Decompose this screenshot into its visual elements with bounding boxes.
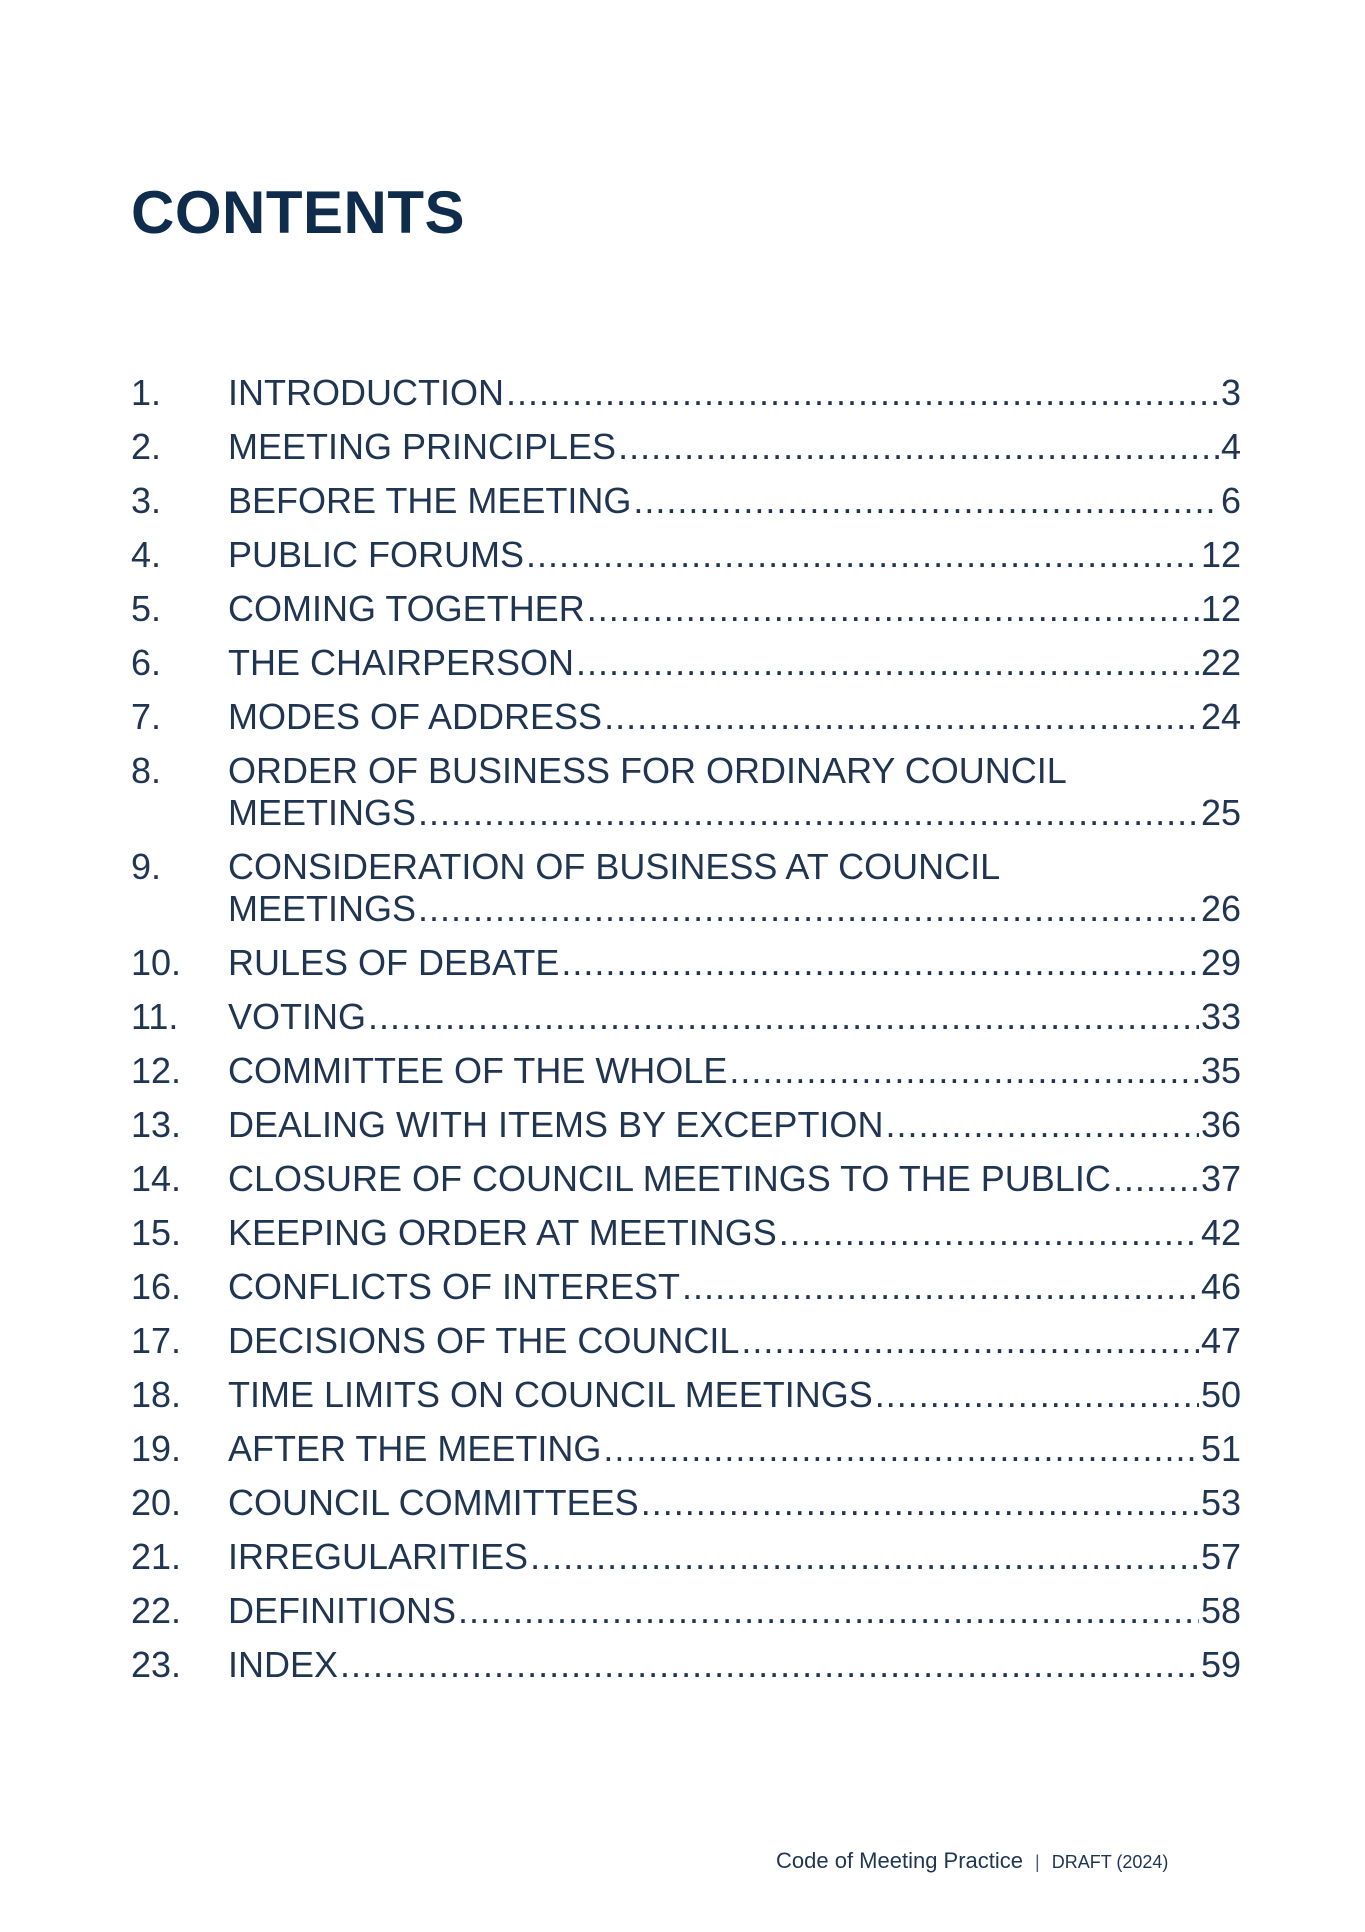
toc-entry-line — [228, 996, 1241, 1038]
toc-dot-leader — [779, 1212, 1199, 1254]
toc-entry-title: RULES OF DEBATE — [228, 942, 560, 983]
toc-entry[interactable] — [131, 1536, 1241, 1590]
toc-dot-leader — [604, 696, 1199, 738]
toc-entry-page-number: 25 — [1200, 792, 1241, 833]
toc-entry-text — [228, 1374, 1241, 1416]
toc-entry-title: THE CHAIRPERSON — [228, 642, 575, 683]
toc-entry-line — [228, 888, 1241, 930]
toc-dot-leader — [458, 1590, 1199, 1632]
toc-dot-leader — [1113, 1158, 1199, 1200]
toc-dot-leader — [418, 792, 1199, 834]
toc-entry-text — [228, 1050, 1241, 1092]
toc-dot-leader — [587, 588, 1199, 630]
toc-entry[interactable] — [131, 1104, 1241, 1158]
toc-entry-number: 15. — [131, 1212, 182, 1253]
toc-entry[interactable] — [131, 1644, 1241, 1698]
toc-entry-page-number: 51 — [1200, 1428, 1241, 1469]
toc-entry[interactable] — [131, 1590, 1241, 1644]
toc-entry[interactable] — [131, 642, 1241, 696]
toc-entry-page-number: 57 — [1200, 1536, 1241, 1577]
toc-entry-number: 12. — [131, 1050, 182, 1091]
toc-entry-text — [228, 480, 1241, 522]
toc-entry-page-number: 12 — [1200, 534, 1241, 575]
toc-entry-page-number: 37 — [1200, 1158, 1241, 1199]
toc-entry-text — [228, 696, 1241, 738]
toc-entry-text — [228, 426, 1241, 468]
toc-entry-title: AFTER THE MEETING — [228, 1428, 602, 1469]
toc-entry-text — [228, 1266, 1241, 1308]
toc-entry-title: MODES OF ADDRESS — [228, 696, 603, 737]
toc-entry-line — [228, 1482, 1241, 1524]
toc-dot-leader — [885, 1104, 1199, 1146]
toc-entry-line — [228, 1428, 1241, 1470]
toc-entry[interactable] — [131, 846, 1241, 942]
toc-entry-page-number: 29 — [1200, 942, 1241, 983]
toc-entry-title: COUNCIL COMMITTEES — [228, 1482, 639, 1523]
toc-entry[interactable] — [131, 1320, 1241, 1374]
toc-entry[interactable] — [131, 750, 1241, 846]
toc-entry-page-number: 26 — [1200, 888, 1241, 929]
toc-entry[interactable] — [131, 1482, 1241, 1536]
toc-entry[interactable] — [131, 426, 1241, 480]
toc-entry-title-first-line: ORDER OF BUSINESS FOR ORDINARY COUNCIL — [228, 750, 1067, 791]
toc-entry-text — [228, 996, 1241, 1038]
toc-entry[interactable] — [131, 1050, 1241, 1104]
toc-entry-line — [228, 480, 1241, 522]
toc-entry-number: 20. — [131, 1482, 182, 1523]
toc-entry-number: 1. — [131, 372, 162, 413]
toc-entry[interactable] — [131, 1212, 1241, 1266]
toc-entry[interactable] — [131, 588, 1241, 642]
toc-dot-leader — [506, 372, 1219, 414]
toc-dot-leader — [641, 1482, 1199, 1524]
toc-entry-line — [228, 1644, 1241, 1686]
toc-entry-line — [228, 942, 1241, 984]
toc-entry-line — [228, 1266, 1241, 1308]
toc-entry[interactable] — [131, 942, 1241, 996]
toc-entry-number: 13. — [131, 1104, 182, 1145]
toc-entry-number: 17. — [131, 1320, 182, 1361]
toc-entry-title: DEALING WITH ITEMS BY EXCEPTION — [228, 1104, 884, 1145]
toc-entry-number: 19. — [131, 1428, 182, 1469]
table-of-contents — [131, 372, 1241, 1698]
toc-entry-number: 6. — [131, 642, 162, 683]
toc-entry-title: MEETINGS — [228, 888, 417, 929]
toc-entry-text — [228, 1158, 1241, 1200]
toc-dot-leader — [576, 642, 1199, 684]
toc-dot-leader — [633, 480, 1219, 522]
toc-entry-page-number: 22 — [1200, 642, 1241, 683]
toc-entry-text — [228, 588, 1241, 630]
toc-entry-text — [228, 1590, 1241, 1632]
toc-entry-page-number: 46 — [1200, 1266, 1241, 1307]
toc-entry-page-number: 6 — [1220, 480, 1241, 521]
toc-entry-page-number: 42 — [1200, 1212, 1241, 1253]
toc-entry-page-number: 3 — [1220, 372, 1241, 413]
toc-entry[interactable] — [131, 1266, 1241, 1320]
toc-entry-text — [228, 1212, 1241, 1254]
toc-entry-text — [228, 642, 1241, 684]
toc-entry-page-number: 12 — [1200, 588, 1241, 629]
toc-entry-number: 21. — [131, 1536, 182, 1577]
toc-entry-title: MEETINGS — [228, 792, 417, 833]
toc-entry-line — [228, 642, 1241, 684]
toc-entry-title: DEFINITIONS — [228, 1590, 457, 1631]
toc-entry-number: 3. — [131, 480, 162, 521]
toc-entry-page-number: 53 — [1200, 1482, 1241, 1523]
toc-entry-line — [228, 1104, 1241, 1146]
toc-dot-leader — [729, 1050, 1199, 1092]
toc-entry-line — [228, 426, 1241, 468]
toc-entry-number: 23. — [131, 1644, 182, 1685]
toc-dot-leader — [340, 1644, 1199, 1686]
toc-dot-leader — [682, 1266, 1199, 1308]
toc-entry-title: MEETING PRINCIPLES — [228, 426, 617, 467]
toc-entry-title: VOTING — [228, 996, 367, 1037]
toc-entry-number: 2. — [131, 426, 162, 467]
toc-entry-title: COMING TOGETHER — [228, 588, 585, 629]
toc-entry-title: CONFLICTS OF INTEREST — [228, 1266, 681, 1307]
toc-entry-number: 5. — [131, 588, 162, 629]
footer-draft-status: DRAFT (2024) — [1051, 1852, 1169, 1872]
toc-entry-line — [228, 534, 1241, 576]
toc-entry-text — [228, 1536, 1241, 1578]
toc-entry-title: TIME LIMITS ON COUNCIL MEETINGS — [228, 1374, 873, 1415]
toc-entry-text — [228, 846, 1241, 930]
toc-entry-title: BEFORE THE MEETING — [228, 480, 632, 521]
page-title: CONTENTS — [131, 179, 465, 246]
toc-entry-page-number: 36 — [1200, 1104, 1241, 1145]
toc-entry-page-number: 47 — [1200, 1320, 1241, 1361]
toc-entry[interactable] — [131, 1158, 1241, 1212]
toc-entry-title: INDEX — [228, 1644, 339, 1685]
toc-entry-number: 10. — [131, 942, 182, 983]
toc-dot-leader — [875, 1374, 1199, 1416]
toc-entry-line — [228, 1590, 1241, 1632]
toc-entry[interactable] — [131, 1374, 1241, 1428]
toc-entry-number: 11. — [131, 996, 179, 1037]
toc-entry-text — [228, 372, 1241, 414]
toc-dot-leader — [526, 534, 1199, 576]
toc-entry-number: 18. — [131, 1374, 182, 1415]
toc-entry-number: 16. — [131, 1266, 182, 1307]
toc-dot-leader — [603, 1428, 1199, 1470]
toc-entry-text — [228, 1482, 1241, 1524]
toc-entry-line — [228, 372, 1241, 414]
toc-entry-text — [228, 534, 1241, 576]
toc-entry[interactable] — [131, 996, 1241, 1050]
toc-entry-text — [228, 1428, 1241, 1470]
toc-entry-text — [228, 1104, 1241, 1146]
toc-entry-text — [228, 750, 1241, 834]
toc-entry-line — [228, 1374, 1241, 1416]
toc-entry-title: COMMITTEE OF THE WHOLE — [228, 1050, 728, 1091]
toc-dot-leader — [618, 426, 1219, 468]
toc-entry-title: IRREGULARITIES — [228, 1536, 529, 1577]
footer-separator: | — [1035, 1852, 1040, 1872]
toc-entry-line — [228, 588, 1241, 630]
toc-entry-title: PUBLIC FORUMS — [228, 534, 525, 575]
toc-entry-page-number: 33 — [1200, 996, 1241, 1037]
toc-entry[interactable] — [131, 534, 1241, 588]
toc-entry-title: KEEPING ORDER AT MEETINGS — [228, 1212, 777, 1253]
toc-dot-leader — [368, 996, 1199, 1038]
toc-entry-line — [228, 1320, 1241, 1362]
toc-entry-text — [228, 942, 1241, 984]
toc-entry-page-number: 24 — [1200, 696, 1241, 737]
toc-dot-leader — [561, 942, 1199, 984]
toc-entry-number: 14. — [131, 1158, 182, 1199]
toc-entry-title: DECISIONS OF THE COUNCIL — [228, 1320, 740, 1361]
toc-entry-line — [228, 1212, 1241, 1254]
toc-entry-text — [228, 1320, 1241, 1362]
toc-entry[interactable] — [131, 1428, 1241, 1482]
toc-entry-title: CLOSURE OF COUNCIL MEETINGS TO THE PUBLIC — [228, 1158, 1111, 1199]
toc-dot-leader — [418, 888, 1199, 930]
toc-entry-line — [228, 1536, 1241, 1578]
toc-entry-title: INTRODUCTION — [228, 372, 504, 413]
footer-document-title: Code of Meeting Practice — [776, 1848, 1024, 1873]
toc-entry-number: 22. — [131, 1590, 182, 1631]
toc-entry-number: 9. — [131, 846, 162, 887]
toc-entry-page-number: 50 — [1200, 1374, 1241, 1415]
toc-entry[interactable] — [131, 372, 1241, 426]
toc-entry-page-number: 35 — [1200, 1050, 1241, 1091]
toc-entry-number: 7. — [131, 696, 162, 737]
toc-entry-page-number: 59 — [1200, 1644, 1241, 1685]
toc-entry-number: 8. — [131, 750, 162, 791]
toc-entry-title-first-line: CONSIDERATION OF BUSINESS AT COUNCIL — [228, 846, 1001, 887]
toc-entry-line — [228, 792, 1241, 834]
page-footer — [776, 1848, 1168, 1875]
toc-entry-line — [228, 1158, 1241, 1200]
toc-entry-page-number: 58 — [1200, 1590, 1241, 1631]
toc-entry-page-number: 4 — [1220, 426, 1241, 467]
toc-entry-line — [228, 1050, 1241, 1092]
toc-entry-line — [228, 696, 1241, 738]
toc-dot-leader — [530, 1536, 1199, 1578]
toc-entry-number: 4. — [131, 534, 162, 575]
toc-entry[interactable] — [131, 696, 1241, 750]
toc-entry[interactable] — [131, 480, 1241, 534]
toc-dot-leader — [741, 1320, 1199, 1362]
toc-entry-text — [228, 1644, 1241, 1686]
